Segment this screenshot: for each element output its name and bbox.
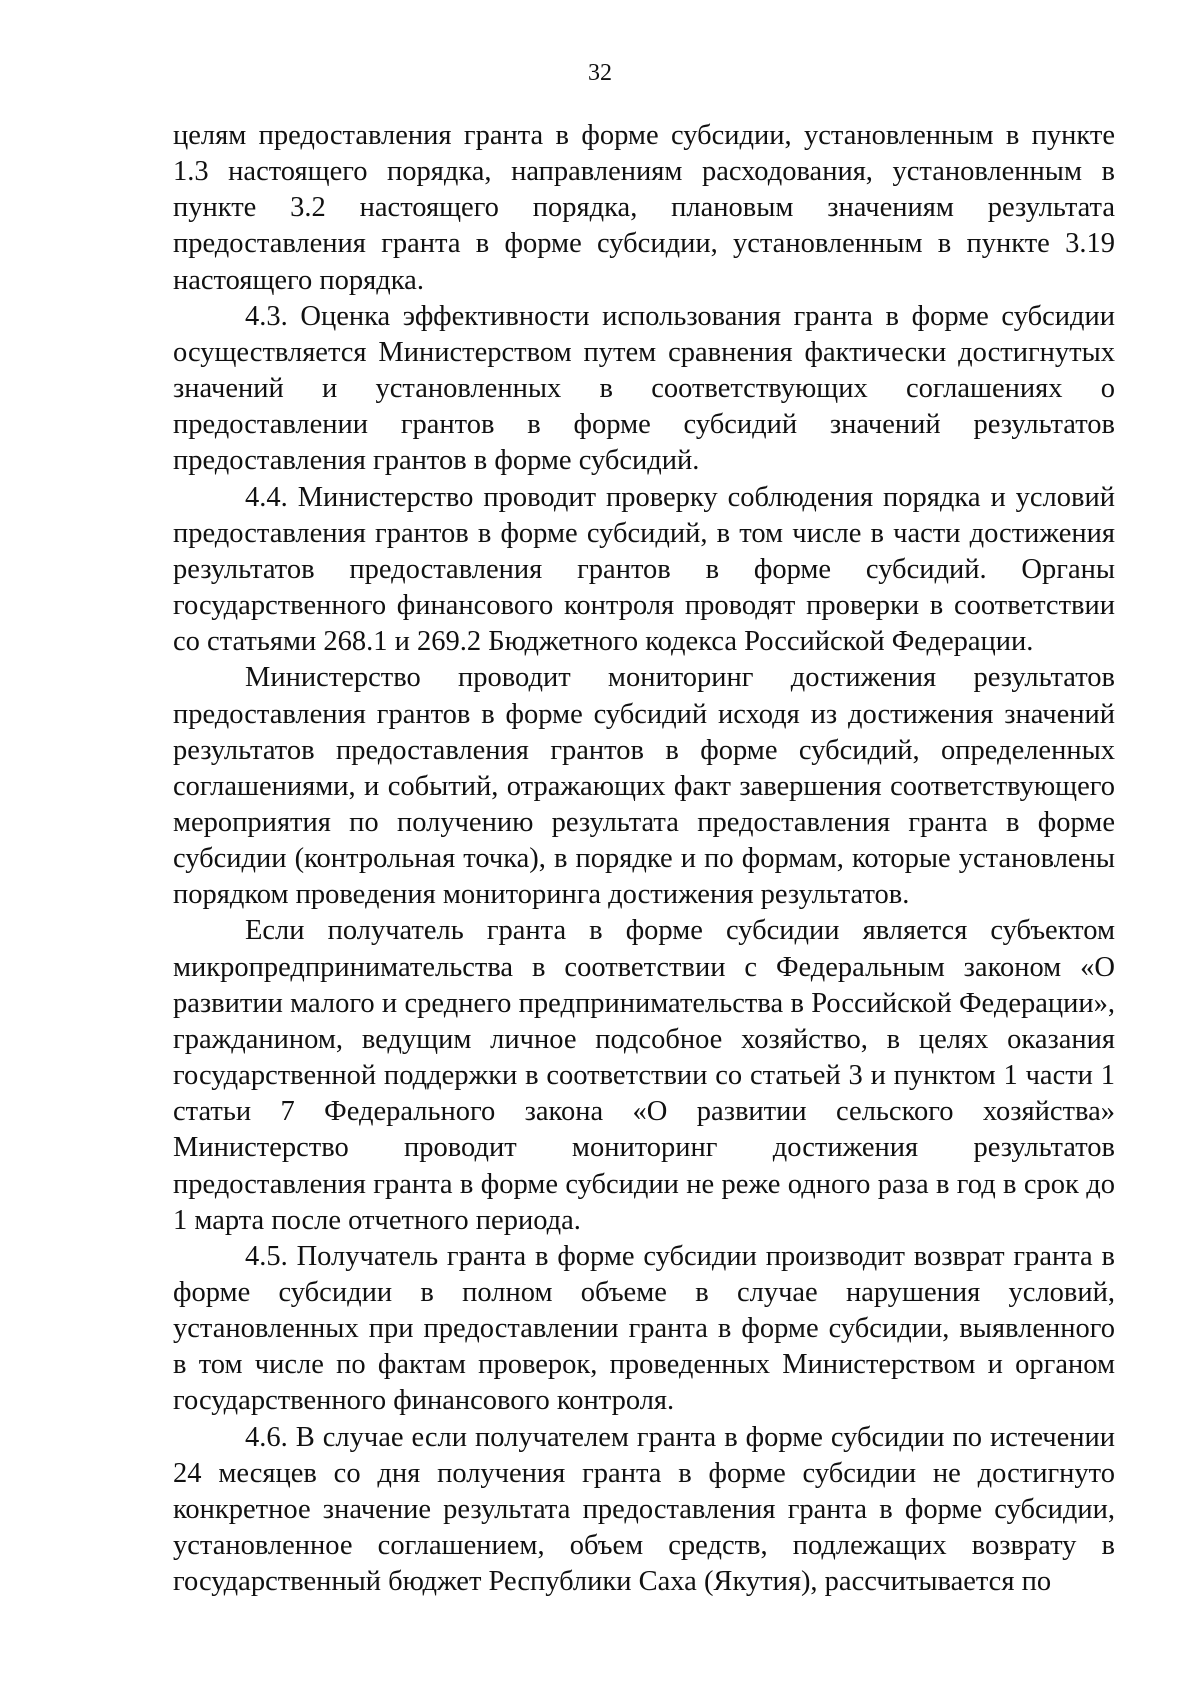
paragraph-continuation: целям предоставления гранта в форме субсидии, установленным в пункте 1.3 настоящего порядка, направлениям расходования, установленным в пункте 3.2 настоящего порядка, плановым значениям результата предоставления гранта в форме субсидии, установленным в пункте 3.19 настоящего порядка. <box>173 120 1115 296</box>
document-body <box>173 118 1115 1600</box>
paragraph-4-3: 4.3. Оценка эффективности использования гранта в форме субсидии осуществляется Министерством путем сравнения фактически достигнутых значений и установленных в соответствующих соглашениях о предоставлении грантов в форме субсидий значений результатов предоставления грантов в форме субсидий. <box>173 300 1115 477</box>
paragraph-4-5: 4.5. Получатель гранта в форме субсидии производит возврат гранта в форме субсидии в полном объеме в случае нарушения условий, установленных при предоставлении гранта в форме субсидии, выявленного в том числе по фактам проверок, проведенных Министерством и органом государственного финансового контроля. <box>173 1240 1115 1417</box>
paragraph-4-6: 4.6. В случае если получателем гранта в форме субсидии по истечении 24 месяцев со дня получения гранта в форме субсидии не достигнуто конкретное значение результата предоставления гранта в форме субсидии, установленное соглашением, объем средств, подлежащих возврату в государственный бюджет Республики Саха (Якутия), рассчитывается по <box>173 1421 1115 1598</box>
paragraph-micro-enterprise: Если получатель гранта в форме субсидии является субъектом микропредпринимательства в соответствии с Федеральным законом «О развитии малого и среднего предпринимательства в Российской Федерации», гражданином, ведущим личное подсобное хозяйство, в целях оказания государственной поддержки в соответствии со статьей 3 и пунктом 1 части 1 статьи 7 Федерального закона «О развитии сельского хозяйства» Министерство проводит мониторинг достижения результатов предоставления гранта в форме субсидии не реже одного раза в год в срок до 1 марта после отчетного периода. <box>173 915 1115 1236</box>
paragraph-4-4: 4.4. Министерство проводит проверку соблюдения порядка и условий предоставления грантов в форме субсидий, в том числе в части достижения результатов предоставления грантов в форме субсидий. Органы государственного финансового контроля проводят проверки в соответствии со статьями 268.1 и 269.2 Бюджетного кодекса Российской Федерации. <box>173 481 1115 658</box>
paragraph-monitoring: Министерство проводит мониторинг достижения результатов предоставления грантов в форме субсидий исходя из достижения значений результатов предоставления грантов в форме субсидий, определенных соглашениями, и событий, отражающих факт завершения соответствующего мероприятия по получению результата предоставления гранта в форме субсидии (контрольная точка), в порядке и по формам, которые установлены порядком проведения мониторинга достижения результатов. <box>173 662 1115 911</box>
page-number: 32 <box>588 60 612 86</box>
